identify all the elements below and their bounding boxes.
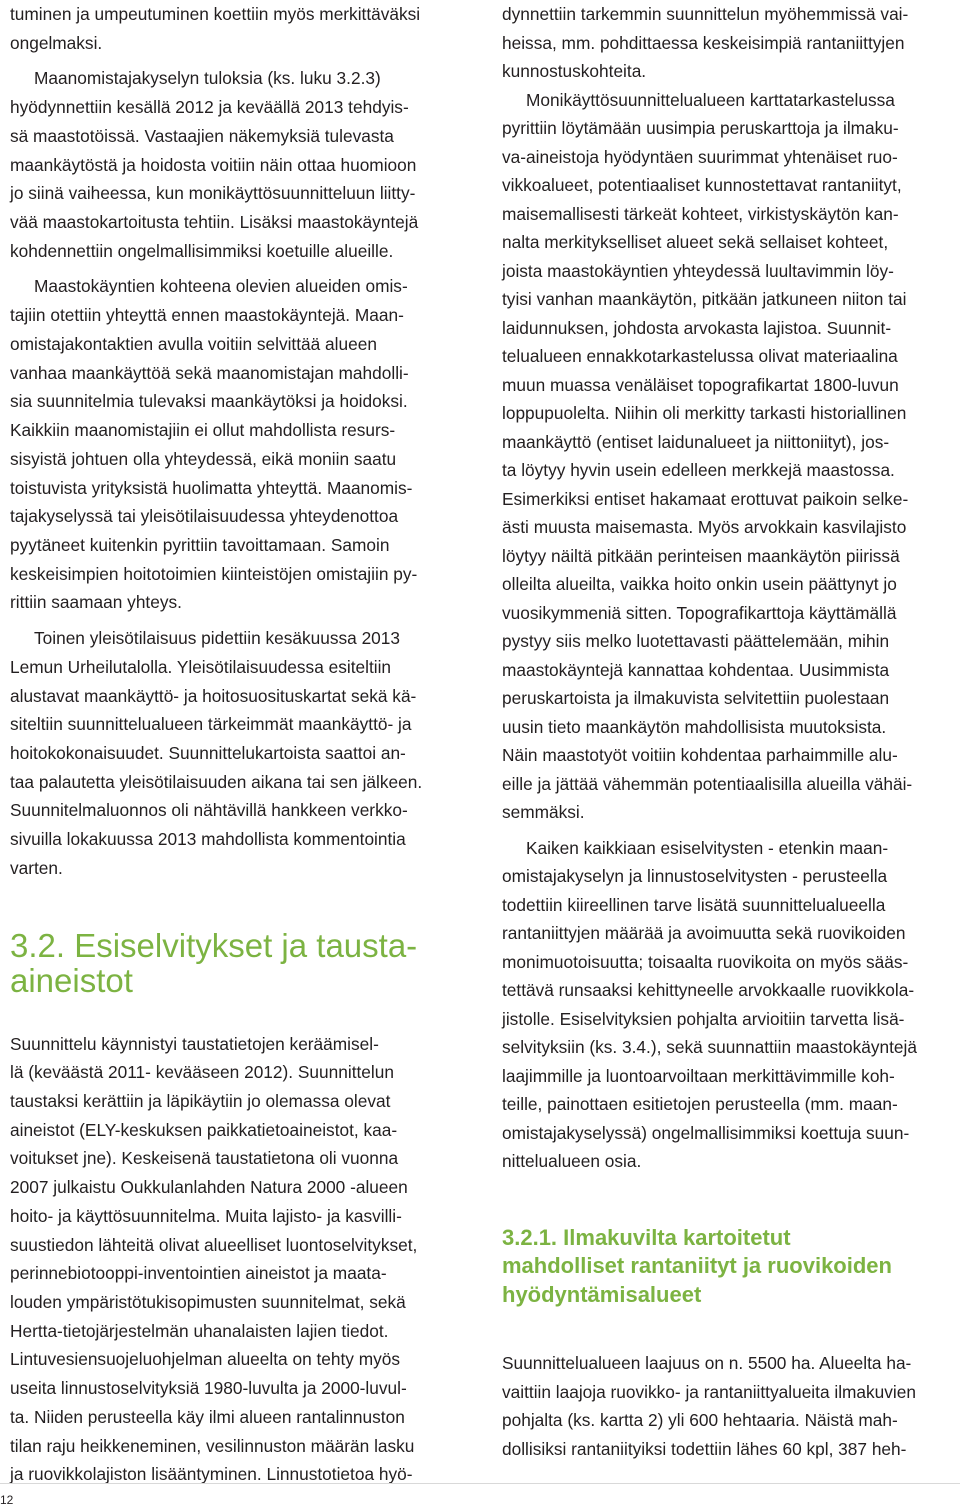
paragraph-continuation: [10, 0, 466, 57]
text-line: hoitokokonaisuudet. Suunnittelukartoista saattoi an-: [10, 742, 406, 763]
text-line: kohdennettiin ongelmallisimmiksi koetuille alueille.: [10, 240, 394, 261]
heading-line: 3.2.1. Ilmakuvilta kartoitetut: [502, 1224, 791, 1250]
text-line: dollisiksi rantaniityiksi todettiin lähes 60 kpl, 387 heh-: [502, 1438, 907, 1459]
text-line: semmäksi.: [502, 802, 585, 822]
paragraph: [502, 834, 958, 1176]
text-line: selvityksiin (ks. 3.4.), sekä suunnattiin maastokäyntejä: [502, 1037, 917, 1057]
text-line: sä maastotöissä. Vastaajien näkemyksiä tulevasta: [10, 125, 394, 146]
paragraph: [10, 624, 466, 882]
page-number: 12: [0, 1493, 14, 1507]
text-line: louden ympäristötukisopimusten suunnitelmat, sekä: [10, 1292, 406, 1313]
text-line: suustiedon lähteitä olivat alueelliset luontoselvitykset,: [10, 1234, 418, 1255]
text-line: maankäyttö (entiset laidunalueet ja niittoniityt), jos-: [502, 431, 890, 452]
text-line: olleilta alueilta, vaikka hoito onkin usein päättynyt jo: [502, 574, 897, 594]
text-line: ästi muusta maisemasta. Myös arvokkain kasvilajisto: [502, 517, 907, 537]
text-line: siteltiin suunnittelualueen tärkeimmät maankäyttö- ja: [10, 714, 412, 735]
paragraph: [502, 1349, 958, 1463]
text-line: tyisi vanhan maankäytön, pitkään jatkuneen niiton tai: [502, 289, 907, 309]
text-line: rittiin saamaan yhteys.: [10, 592, 182, 613]
text-line: eille ja jättää vähemmän potentiaalisilla alueilla vähäi-: [502, 773, 913, 794]
text-line: uusin tieto maankäytön mahdollisista muutoksista.: [502, 716, 887, 737]
text-line: Lintuvesiensuojeluohjelman alueelta on tehty myös: [10, 1349, 401, 1370]
text-line: jistolle. Esiselvityksien pohjalta arvioitiin tarvetta lisä-: [502, 1008, 905, 1029]
text-line: teille, painottaen esitietojen perusteella (mm. maan-: [502, 1094, 898, 1114]
text-line: varten.: [10, 857, 63, 878]
text-line: 2007 julkaistu Oukkulanlahden Natura 2000 -alueen: [10, 1177, 408, 1198]
text-line: Hertta-tietojärjestelmän uhanalaisten lajien tiedot.: [10, 1320, 389, 1341]
text-line: joista maastokäyntien yhteydessä luultavimmin löy-: [502, 260, 894, 281]
text-line: vää maastokartoitusta tehtiin. Lisäksi maastokäyntejä: [10, 212, 419, 233]
text-line: vaittiin laajoja ruovikko- ja rantaniittyalueita ilmakuvien: [502, 1381, 916, 1402]
section-heading: [10, 928, 466, 998]
text-line: sia suunnitelmia tulevaksi maankäytöksi ja hoidoksi.: [10, 391, 408, 412]
text-line: taa palautetta yleisötilaisuuden aikana tai sen jälkeen.: [10, 771, 423, 792]
subsection-heading: [502, 1224, 958, 1310]
text-line: tajakyselyssä tai yleisötilaisuudessa yhteydenottoa: [10, 506, 399, 527]
text-line: vikkoalueet, potentiaaliset kunnostettavat rantaniityt,: [502, 175, 902, 195]
text-line: aineistot (ELY-keskuksen paikkatietoaineistot, kaa-: [10, 1119, 398, 1140]
text-line: ongelmaksi.: [10, 32, 103, 53]
text-line: Maanomistajakyselyn tuloksia (ks. luku 3.2.3): [34, 68, 381, 89]
text-line: rantaniittyjen määrää ja avoimuutta sekä ruovikoiden: [502, 923, 906, 943]
text-line: Suunnitelmaluonnos oli nähtävillä hankkeen verkko-: [10, 800, 408, 821]
text-line: lä (keväästä 2011- kevääseen 2012). Suunnittelun: [10, 1062, 394, 1083]
text-line: omistajakontaktien avulla voitiin selvittää alueen: [10, 333, 377, 354]
footer-divider: [0, 1483, 960, 1484]
text-line: pystyy siis melko luotettavasti päättelemään, mihin: [502, 631, 890, 651]
text-line: sivuilla lokakuussa 2013 mahdollista kommentointia: [10, 829, 406, 850]
text-line: heissa, mm. pohdittaessa keskeisimpiä rantaniittyjen: [502, 32, 905, 53]
paragraph-continuation: [502, 0, 958, 86]
text-line: löytyy näiltä pitkään perinteisen maankäytön piirissä: [502, 545, 900, 566]
heading-line: mahdolliset rantaniityt ja ruovikoiden: [502, 1253, 892, 1278]
text-line: kunnostuskohteita.: [502, 61, 647, 81]
text-line: pyytäneet kuitenkin pyrittiin tavoittamaan. Samoin: [10, 534, 390, 555]
text-line: vuosikymmeniä sitten. Topografikarttoja käyttämällä: [502, 602, 897, 623]
text-line: dynnettiin tarkemmin suunnittelun myöhemmissä vai-: [502, 4, 909, 24]
text-line: omistajakyselyssä) ongelmallisimmiksi koettuja suun-: [502, 1122, 910, 1143]
text-line: ta. Niiden perusteella käy ilmi alueen rantalinnuston: [10, 1406, 405, 1427]
text-line: ta löytyy hyvin usein edelleen merkkejä maastossa.: [502, 460, 895, 480]
text-line: ja ruovikkolajiston lisääntyminen. Linnustotietoa hyö-: [10, 1464, 413, 1485]
text-line: Näin maastotyöt voitiin kohdentaa parhaimmille alu-: [502, 745, 898, 765]
text-line: telualueen ennakkotarkastelussa olivat materiaalina: [502, 346, 898, 366]
paragraph: [10, 272, 466, 617]
text-line: useita linnustoselvityksiä 1980-luvulta ja 2000-luvul-: [10, 1378, 407, 1399]
text-line: maankäytöstä ja hoidosta voitiin näin ottaa huomioon: [10, 154, 417, 175]
text-line: jo siinä vaiheessa, kun monikäyttösuunnitteluun liitty-: [10, 183, 416, 204]
paragraph: [10, 1030, 466, 1490]
text-line: loppupuolelta. Niihin oli merkitty tarkasti historiallinen: [502, 403, 907, 423]
text-line: voitukset jne). Keskeisenä taustatietona oli vuonna: [10, 1148, 399, 1169]
text-line: pyrittiin löytämään uusimpia peruskarttoja ja ilmaku-: [502, 118, 899, 138]
text-line: monimuotoisuutta; toisaalta ruovikoita on myös sääs-: [502, 951, 909, 972]
text-line: Kaiken kaikkiaan esiselvitysten - etenkin maan-: [526, 837, 889, 858]
heading-line: aineistot: [10, 961, 133, 999]
paragraph: [502, 86, 958, 827]
text-line: alustavat maankäyttö- ja hoitosuosituskartat sekä kä-: [10, 685, 417, 706]
text-line: vanhaa maankäyttöä sekä maanomistajan mahdolli-: [10, 362, 409, 383]
text-line: Suunnittelu käynnistyi taustatietojen keräämisel-: [10, 1033, 379, 1054]
text-line: omistajakyselyn ja linnustoselvitysten - perusteella: [502, 866, 888, 886]
text-line: tuminen ja umpeutuminen koettiin myös merkittäväksi: [10, 4, 421, 24]
text-line: taustaksi kerättiin ja läpikäytiin jo olemassa olevat: [10, 1091, 391, 1111]
text-line: va-aineistoja hyödyntäen suurimmat yhtenäiset ruo-: [502, 146, 898, 167]
heading-line: 3.2. Esiselvitykset ja tausta-: [10, 926, 418, 964]
text-line: toistuvista yrityksistä huolimatta yhteyttä. Maanomis-: [10, 477, 413, 498]
text-line: Toinen yleisötilaisuus pidettiin kesäkuussa 2013: [34, 628, 401, 649]
text-line: muun muassa venäläiset topografikartat 1800-luvun: [502, 374, 899, 395]
text-line: pohjalta (ks. kartta 2) yli 600 hehtaaria. Näistä mah-: [502, 1410, 898, 1430]
text-line: Suunnittelualueen laajuus on n. 5500 ha. Alueelta ha-: [502, 1353, 912, 1373]
text-line: Monikäyttösuunnittelualueen karttatarkastelussa: [526, 89, 895, 110]
text-line: maastokäyntejä kannattaa kohdentaa. Uusimmista: [502, 659, 890, 680]
text-line: laajimmille ja luontoarvoiltaan merkittävimmille koh-: [502, 1065, 895, 1086]
right-column: [502, 0, 958, 1463]
text-line: hoito- ja käyttösuunnitelma. Muita lajisto- ja kasvilli-: [10, 1205, 402, 1226]
heading-line: hyödyntämisalueet: [502, 1281, 702, 1307]
text-line: tajiin otettiin yhteyttä ennen maastokäyntejä. Maan-: [10, 305, 404, 326]
text-line: keskeisimpien hoitotoimien kiinteistöjen omistajiin py-: [10, 563, 418, 584]
text-line: sisyistä johtuen olla yhteydessä, eikä moniin saatu: [10, 448, 397, 469]
text-line: Lemun Urheilutalolla. Yleisötilaisuudessa esiteltiin: [10, 656, 392, 677]
text-line: maisemallisesti tärkeät kohteet, virkistyskäytön kan-: [502, 203, 899, 224]
text-line: tettävä runsaaksi kehittyneelle arvokkaalle ruovikkola-: [502, 980, 915, 1000]
text-line: Maastokäyntien kohteena olevien alueiden omis-: [34, 276, 408, 297]
text-line: Kaikkiin maanomistajiin ei ollut mahdollista resurs-: [10, 420, 396, 441]
text-line: nittelualueen osia.: [502, 1151, 642, 1171]
text-line: nalta merkitykselliset alueet sekä sellaiset kohteet,: [502, 232, 889, 252]
left-column: [10, 0, 466, 1489]
paragraph: [10, 64, 466, 265]
text-line: hyödynnettiin kesällä 2012 ja keväällä 2013 tehdyis-: [10, 97, 409, 118]
text-line: todettiin kiireellinen tarve lisätä suunnittelualueella: [502, 894, 886, 915]
text-line: laidunnuksen, johdosta arvokasta lajistoa. Suunnit-: [502, 317, 892, 338]
text-line: perinnebiotooppi-inventointien aineistot ja maata-: [10, 1263, 387, 1284]
text-line: peruskartoista ja ilmakuvista selvitettiin puolestaan: [502, 688, 890, 708]
text-line: Esimerkiksi entiset hakamaat erottuvat paikoin selke-: [502, 488, 909, 509]
text-line: tilan raju heikkeneminen, vesilinnuston määrän lasku: [10, 1435, 415, 1456]
